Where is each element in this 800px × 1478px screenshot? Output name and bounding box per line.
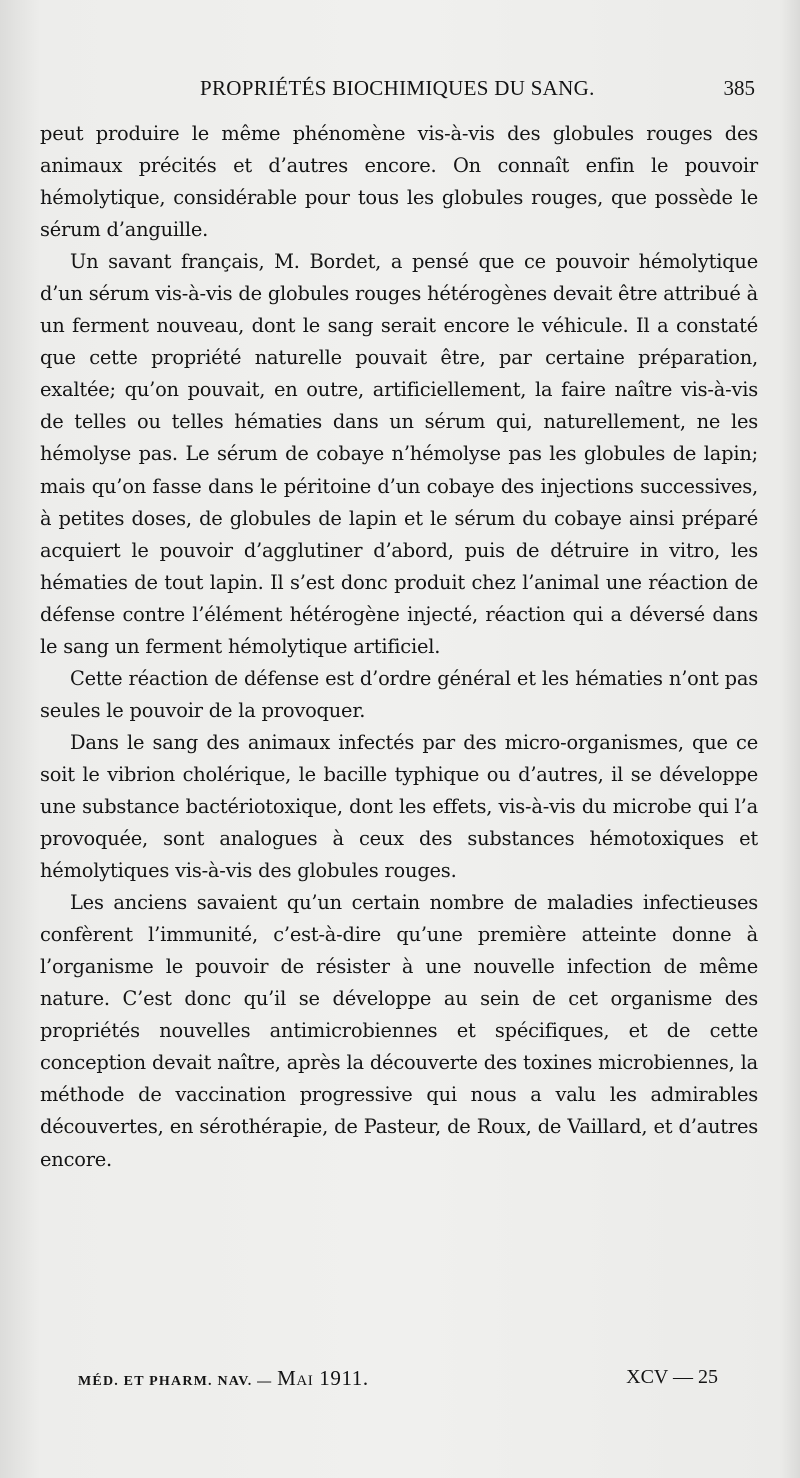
paragraph: Dans le sang des animaux infectés par des micro-organismes, que ce soit le vibrion cholérique, le bacille typhique ou d’autres, il se développe une substance bactériotoxique, dont les effets, vis-à-vis du microbe qui l’a provoquée, sont analogues à ceux des substances hémotoxiques et hémolytiques vis-à-vis des globules rouges. [40, 730, 758, 883]
body-text [40, 118, 758, 1176]
paragraph: peut produire le même phénomène vis-à-vis des globules rouges des animaux précités et d’autres encore. On connaît enfin le pouvoir hémolytique, considérable pour tous les globules rouges, que possède le sérum d’anguille. [40, 122, 758, 242]
paragraph: Les anciens savaient qu’un certain nombre de maladies infectieuses confèrent l’immunité, c’est-à-dire qu’une première atteinte donne à l’organisme le pouvoir de résister à une nouvelle infection de même nature. C’est donc qu’il se développe au sein de cet organisme des propriétés nouvelles antimicrobiennes et spécifiques, et de cette conception devait naître, après la découverte des toxines microbiennes, la méthode de vaccination progressive qui nous a valu les admirables découvertes, en sérothérapie, de Pasteur, de Roux, de Vaillard, et d’autres encore. [40, 891, 758, 1171]
page-number: 385 [723, 76, 755, 100]
footer-journal-name: MÉD. ET PHARM. NAV. — [78, 1374, 273, 1389]
paragraph: Un savant français, M. Bordet, a pensé que ce pouvoir hémolytique d’un sérum vis-à-vis de globules rouges hétérogènes devait être attribué à un ferment nouveau, dont le sang serait encore le véhicule. Il a constaté que cette propriété naturelle pouvait être, par certaine préparation, exaltée; qu’on pouvait, en outre, artificiellement, la faire naître vis-à-vis de telles ou telles hématies dans un sérum qui, naturellement, ne les hémolyse pas. Le sérum de cobaye n’hémolyse pas les globules de lapin; mais qu’on fasse dans le péritoine d’un cobaye des injections successives, à petites doses, de globules de lapin et le sérum du cobaye ainsi préparé acquiert le pouvoir d’agglutiner d’abord, puis de détruire in vitro, les hématies de tout lapin. Il s’est donc produit chez l’animal une réaction de défense contre l’élément hétérogène injecté, réaction qui a déversé dans le sang un ferment hémolytique artificiel. [40, 250, 758, 658]
running-title: PROPRIÉTÉS BIOCHIMIQUES DU SANG. [200, 76, 595, 100]
paragraph: Cette réaction de défense est d’ordre général et les hématies n’ont pas seules le pouvoir de la provoquer. [40, 666, 758, 722]
running-head [40, 76, 755, 106]
footer-date: Mai 1911. [277, 1366, 369, 1390]
footer-signature: XCV — 25 [626, 1366, 718, 1388]
footer-journal [78, 1366, 369, 1391]
page-footer [78, 1366, 718, 1396]
